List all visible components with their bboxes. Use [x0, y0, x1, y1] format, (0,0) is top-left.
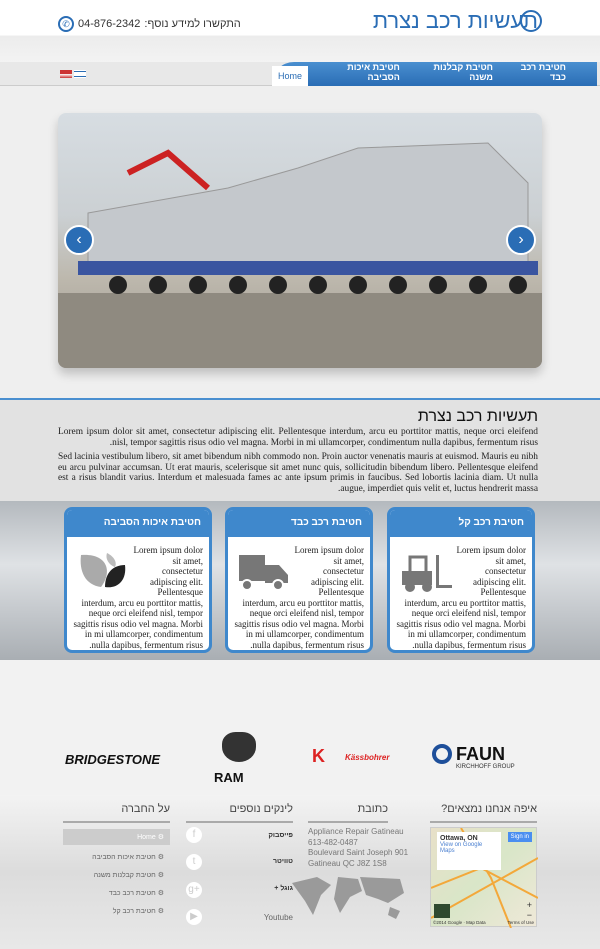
brand-logos	[0, 660, 600, 795]
contact-label: התקשרו למידע נוסף:	[144, 18, 241, 30]
main-nav	[272, 62, 597, 86]
twitter-icon[interactable]: t	[186, 854, 202, 870]
truck-icon	[238, 551, 290, 593]
map-terms[interactable]: Terms of Use	[507, 920, 534, 925]
map-satellite-toggle[interactable]	[434, 904, 450, 918]
google-plus-icon[interactable]: g+	[186, 882, 202, 898]
card-title[interactable]: חטיבת איכות הסביבה	[67, 510, 209, 537]
facebook-link[interactable]: פייסבוק	[268, 832, 293, 839]
card-title[interactable]: חטיבת רכב קל	[390, 510, 532, 537]
intro-title: תעשיות רכב נצרת	[417, 408, 538, 425]
ram-logo-icon	[222, 732, 256, 762]
about-link[interactable]: ⚙ חטיבת רכב קל	[112, 908, 164, 915]
map-credit: ©2014 Google · Map Data	[433, 920, 486, 925]
address-city: Gatineau QC J8Z 1S8	[308, 858, 387, 868]
intro-paragraph: Sed lacinia vestibulum libero, sit amet bibendum nibh commodo non. Proin auctor venenatis mauris at euismod. Mauris eu nibh eu arcu pulvinar accumsan. Ut erat mauris, scelerisque sit amet nunc quis, sollicitudin bibendum libero. Pellentesque eleifend est a risus blandit varius. Interdum et malesuada fames ac ante ipsum primis in faucibus. Sed lobortis lacinia diam. Ut nulla augue, imperdiet quis velit et, luctus hendrerit massa.	[58, 452, 538, 494]
card-text: Lorem ipsum dolor sit amet, consectetur adipiscing elit. Pellentesque interdum, arcu eu porttitor mattis, neque orci eleifend nisl, tempor sagittis risus odio vel magna. Morbi in mi ullamcorper, condimentum nulla dapibus, fermentum risus.	[234, 545, 364, 650]
nav-item-environment[interactable]: חטיבת איכות הסביבה	[347, 62, 400, 82]
intro-paragraph: Lorem ipsum dolor sit amet, consectetur adipiscing elit. Pellentesque interdum, arcu eu porttitor mattis, neque orci eleifend nisl, tempor sagittis risus odio vel magna. Morbi in mi ullamcorper, condimentum nulla dapibus, fermentum risus.	[58, 427, 538, 448]
phone-number: 04-876-2342	[78, 18, 141, 30]
phone-icon: ✆	[58, 16, 74, 32]
address-phone: 613-482-0487	[308, 837, 358, 847]
google-plus-link[interactable]: גוגל +	[274, 885, 293, 892]
image-slider	[58, 113, 542, 368]
about-links	[63, 829, 170, 917]
address-street: Boulevard Saint Joseph 901	[308, 848, 409, 857]
next-slide-button[interactable]: ›	[506, 225, 536, 255]
card-text: Lorem ipsum dolor sit amet, consectetur adipiscing elit. Pellentesque interdum, arcu eu porttitor mattis, neque orci eleifend nisl, tempor sagittis risus odio vel magna. Morbi in mi ullamcorper, condimentum nulla dapibus, fermentum risus.	[73, 545, 203, 650]
links-title: לינקים נוספים	[186, 803, 293, 823]
nav-item-home[interactable]: Home	[272, 66, 308, 86]
map-view-link[interactable]: View on Google Maps	[440, 842, 483, 854]
card-title[interactable]: חטיבת רכב כבד	[228, 510, 370, 537]
address-title: כתובת	[308, 803, 388, 823]
forklift-icon	[400, 551, 452, 593]
prev-slide-button[interactable]: ‹	[64, 225, 94, 255]
map-signin-button[interactable]: Sign in	[508, 832, 532, 842]
about-link-label: חטיבת רכב קל	[112, 908, 156, 915]
about-link[interactable]: ⚙ חטיבת איכות הסביבה	[92, 854, 164, 861]
language-switcher	[60, 70, 86, 78]
bridgestone-logo: BRIDGESTONE	[65, 752, 161, 767]
nav-item-subcontract[interactable]: חטיבת קבלנות משנה	[433, 62, 493, 82]
address-block	[308, 827, 408, 869]
map-title: איפה אנחנו נמצאים?	[430, 803, 537, 823]
about-link-label: חטיבת קבלנות משנה	[93, 872, 156, 879]
card-light-vehicle[interactable]	[387, 507, 535, 653]
about-link-home[interactable]: ⚙ Home	[63, 829, 170, 845]
about-link-label: Home	[137, 834, 156, 841]
google-map[interactable]	[430, 827, 537, 927]
about-link[interactable]: ⚙ חטיבת רכב כבד	[108, 890, 164, 897]
about-link-label: חטיבת רכב כבד	[108, 890, 156, 897]
faun-logo-icon	[432, 744, 452, 764]
logo[interactable]: תעשיות רכב נצרת	[372, 8, 538, 33]
map-place: Ottawa, ON	[440, 835, 478, 842]
kirchhoff-label: KIRCHHOFF GROUP	[456, 764, 515, 770]
card-heavy-vehicle[interactable]	[225, 507, 373, 653]
slide-image	[58, 113, 542, 368]
map-zoom-controls[interactable]: + −	[526, 900, 532, 920]
facebook-icon[interactable]: f	[186, 827, 202, 843]
us-flag-icon[interactable]	[60, 70, 72, 78]
youtube-icon[interactable]: ▶	[186, 909, 202, 925]
kassbohrer-k-icon: K	[312, 746, 325, 766]
israel-flag-icon[interactable]	[74, 70, 86, 78]
social-links	[186, 825, 293, 945]
address-company: Appliance Repair Gatineau	[308, 827, 404, 836]
world-map-icon	[290, 873, 410, 923]
ram-logo: RAM	[214, 770, 244, 785]
intro-section	[0, 398, 600, 501]
contact	[58, 16, 241, 32]
youtube-link[interactable]: Youtube	[263, 913, 293, 922]
card-text: Lorem ipsum dolor sit amet, consectetur adipiscing elit. Pellentesque interdum, arcu eu porttitor mattis, neque orci eleifend nisl, tempor sagittis risus odio vel magna. Morbi in mi ullamcorper, condimentum nulla dapibus, fermentum risus.	[396, 545, 526, 650]
nav-item-heavy[interactable]: חטיבת רכב כבד	[520, 62, 566, 82]
faun-logo: FAUN	[456, 744, 505, 764]
about-title: על החברה	[63, 803, 170, 823]
about-link[interactable]: ⚙ חטיבת קבלנות משנה	[93, 872, 164, 879]
kassbohrer-logo: Kässbohrer	[345, 753, 390, 762]
leaf-icon	[77, 551, 129, 593]
card-environment[interactable]	[64, 507, 212, 653]
twitter-link[interactable]: טוויטר	[272, 858, 293, 865]
map-info-box	[437, 832, 501, 870]
divisions-section	[0, 501, 600, 660]
about-link-label: חטיבת איכות הסביבה	[92, 854, 156, 861]
